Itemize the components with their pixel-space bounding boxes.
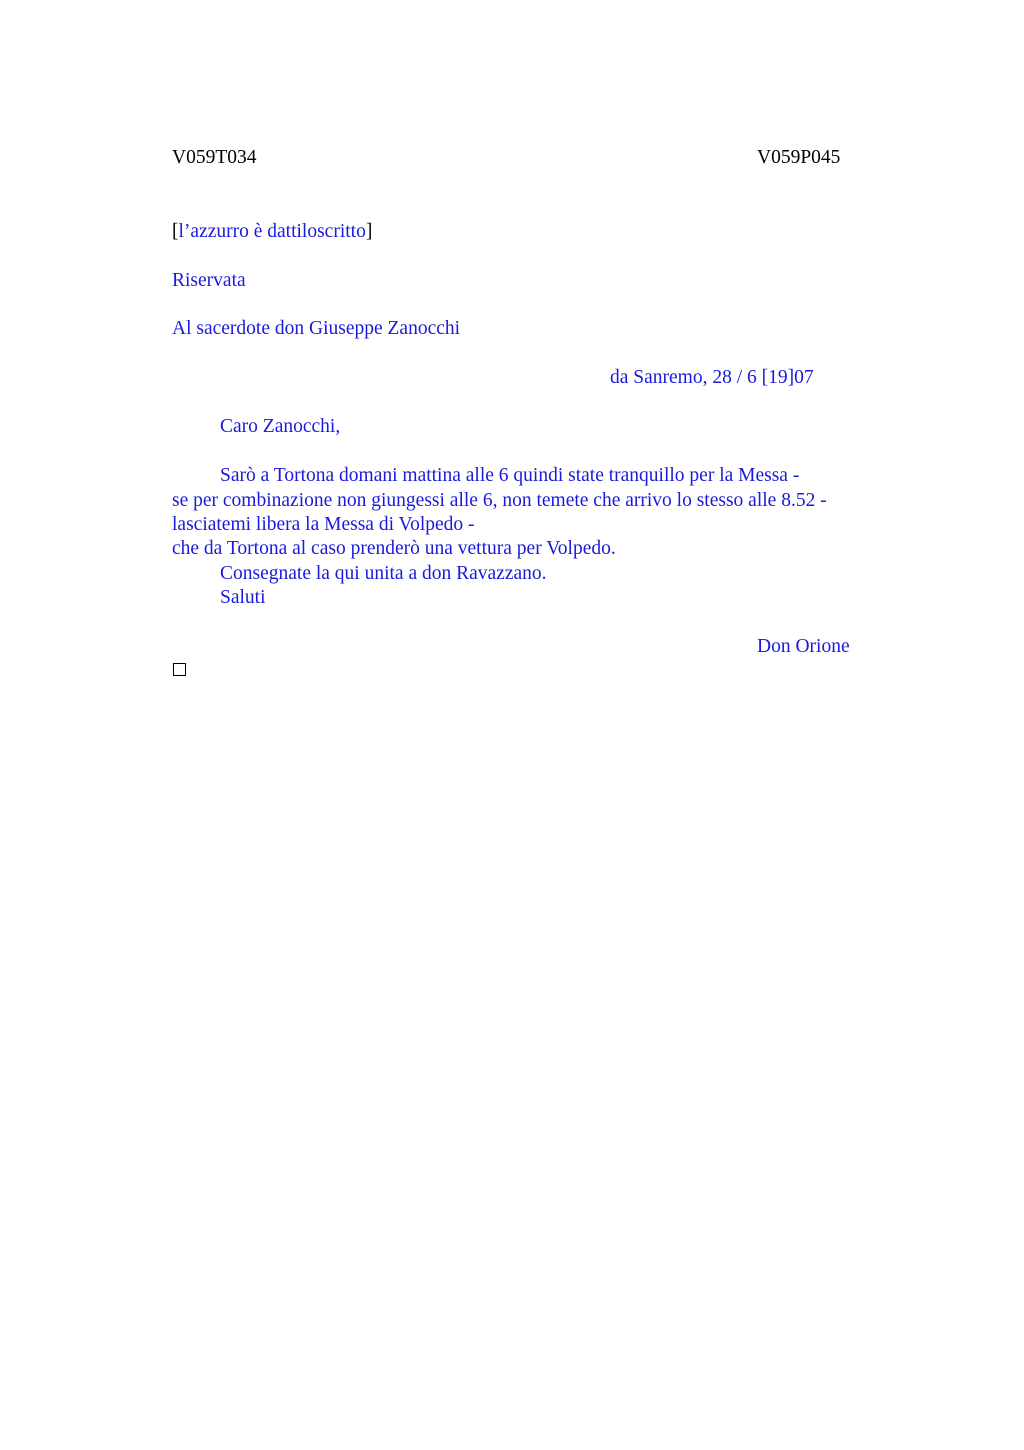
editorial-note	[172, 220, 372, 244]
document-code-left: V059T034	[172, 147, 257, 168]
body-line: lasciatemi libera la Messa di Volpedo -	[172, 514, 475, 535]
square-bullet-icon	[173, 663, 186, 676]
body-line: Sarò a Tortona domani mattina alle 6 quindi state tranquillo per la Messa -	[220, 465, 800, 486]
classification-label: Riservata	[172, 270, 246, 291]
body-line: se per combinazione non giungessi alle 6, non temete che arrivo lo stesso alle 8.52 -	[172, 490, 827, 511]
body-line: Consegnate la qui unita a don Ravazzano.	[220, 563, 547, 584]
place-date: da Sanremo, 28 / 6 [19]07	[610, 367, 814, 388]
body-line: Saluti	[220, 587, 266, 608]
body-line: che da Tortona al caso prenderò una vettura per Volpedo.	[172, 538, 616, 559]
salutation: Caro Zanocchi,	[220, 416, 341, 437]
note-text: l’azzurro è dattiloscritto	[178, 221, 366, 242]
document-code-right: V059P045	[757, 147, 841, 168]
note-close-bracket: ]	[365, 221, 373, 242]
note-open-bracket: [	[172, 221, 179, 242]
signature: Don Orione	[757, 636, 850, 657]
recipient-line: Al sacerdote don Giuseppe Zanocchi	[172, 318, 461, 339]
